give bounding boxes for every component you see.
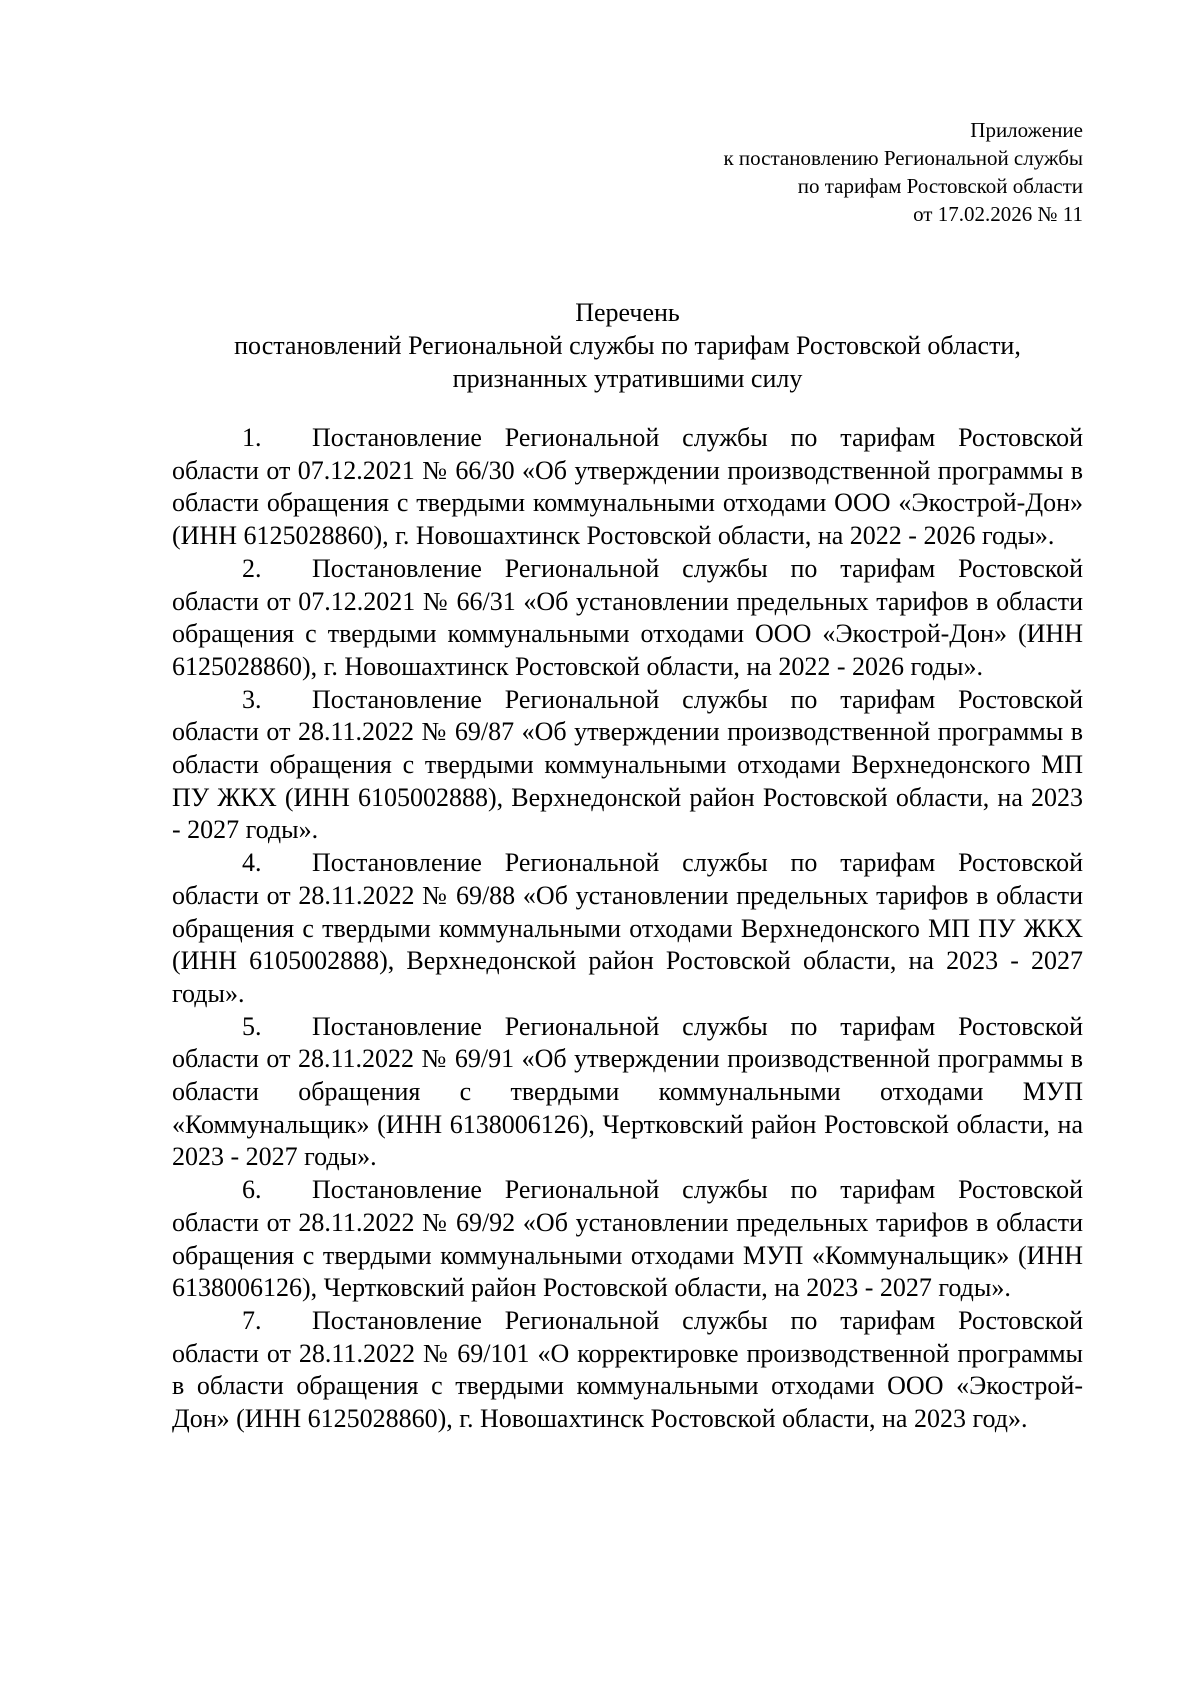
list-item-number: 6. [242,1175,262,1205]
list-item-text: Постановление Региональной службы по тарифам Ростовской области от 07.12.2021 № 66/31 «Об установлении предельных тарифов в области обращения с твердыми коммунальными отходами ООО «Экострой-Дон» (ИНН 6125028860), г. Новошахтинск Ростовской области, на 2022 - 2026 годы». [172,553,1083,681]
document-title-line: признанных утратившими силу [452,364,803,393]
list-item-text: Постановление Региональной службы по тарифам Ростовской области от 28.11.2022 № 69/101 «О корректировке производственной программы в области обращения с твердыми коммунальными отходами ООО «Экострой-Дон» (ИНН 6125028860), г. Новошахтинск Ростовской области, на 2023 год». [172,1305,1083,1434]
appendix-header [483,116,1083,228]
appendix-header-line: Приложение [970,118,1083,142]
list-item [172,684,1083,848]
list-item-number: 3. [242,684,262,714]
appendix-header-line: по тарифам Ростовской области [797,174,1083,198]
list-item [172,553,1083,684]
list-item [172,422,1083,553]
document-title-line: постановлений Региональной службы по тарифам Ростовской области, [234,331,1021,360]
list-item-text: Постановление Региональной службы по тарифам Ростовской области от 28.11.2022 № 69/87 «Об утверждении производственной программы в области обращения с твердыми коммунальными отходами Верхнедонского МП ПУ ЖКХ (ИНН 6105002888), Верхнедонской район Ростовской области, на 2023 - 2027 годы». [172,684,1083,845]
list-item [172,1305,1083,1436]
list-item [172,1174,1083,1305]
list-item-text: Постановление Региональной службы по тарифам Ростовской области от 28.11.2022 № 69/88 «Об установлении предельных тарифов в области обращения с твердыми коммунальными отходами Верхнедонского МП ПУ ЖКХ (ИНН 6105002888), Верхнедонской район Ростовской области, на 2023 - 2027 годы». [172,848,1083,1008]
appendix-header-line: от 17.02.2026 № 11 [913,202,1083,226]
list-item [172,847,1083,1011]
list-item-text: Постановление Региональной службы по тарифам Ростовской области от 28.11.2022 № 69/91 «Об утверждении производственной программы в области обращения с твердыми коммунальными отходами МУП «Коммунальщик» (ИНН 6138006126), Чертковский район Ростовской области, на 2023 - 2027 годы». [172,1011,1083,1172]
appendix-header-line: к постановлению Региональной службы [723,146,1083,170]
resolutions-list [172,422,1083,1436]
document-title [172,296,1083,395]
list-item-number: 4. [242,848,262,878]
list-item [172,1011,1083,1175]
document-title-line: Перечень [575,298,680,327]
list-item-number: 5. [242,1011,262,1041]
list-item-number: 1. [242,423,262,452]
list-item-text: Постановление Региональной службы по тарифам Ростовской области от 07.12.2021 № 66/30 «Об утверждении производственной программы в области обращения с твердыми коммунальными отходами ООО «Экострой-Дон» (ИНН 6125028860), г. Новошахтинск Ростовской области, на 2022 - 2026 годы». [172,423,1083,551]
list-item-number: 7. [242,1305,262,1335]
list-item-text: Постановление Региональной службы по тарифам Ростовской области от 28.11.2022 № 69/92 «Об установлении предельных тарифов в области обращения с твердыми коммунальными отходами МУП «Коммунальщик» (ИНН 6138006126), Чертковский район Ростовской области, на 2023 - 2027 годы». [172,1175,1083,1303]
list-item-number: 2. [242,553,262,583]
